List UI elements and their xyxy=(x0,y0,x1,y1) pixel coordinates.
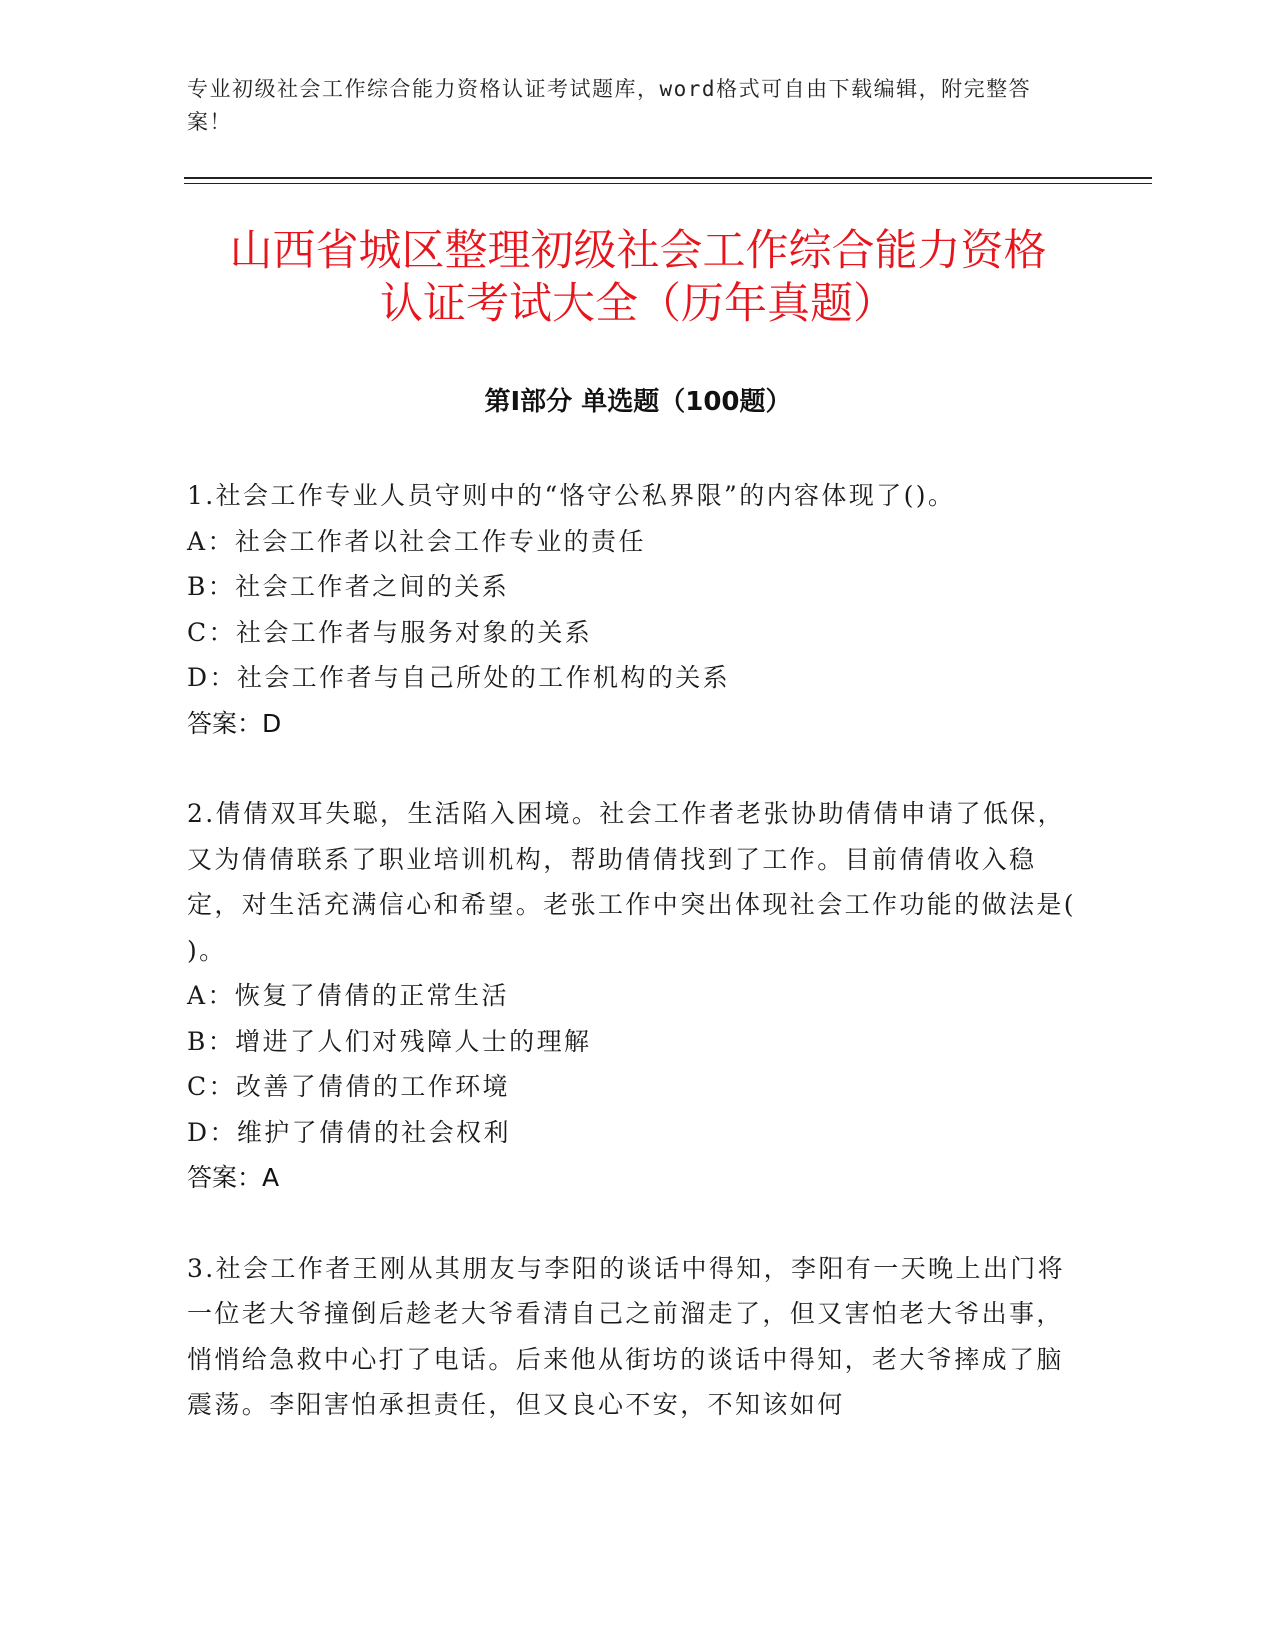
answer: 答案：A xyxy=(187,1163,280,1192)
document-title-line-1: 山西省城区整理初级社会工作综合能力资格 xyxy=(229,226,1047,276)
header-divider-thin xyxy=(184,183,1152,184)
question-list xyxy=(187,473,1077,1473)
option-d: D：社会工作者与自己所处的工作机构的关系 xyxy=(187,663,731,692)
question-3 xyxy=(187,1246,1077,1428)
option-a: A：恢复了倩倩的正常生活 xyxy=(187,981,509,1010)
question-stem: 1.社会工作专业人员守则中的“恪守公私界限”的内容体现了()。 xyxy=(187,481,956,510)
option-c: C：改善了倩倩的工作环境 xyxy=(187,1072,510,1101)
option-b: B：增进了人们对残障人士的理解 xyxy=(187,1026,592,1056)
header-divider-thick xyxy=(184,177,1152,179)
option-b: B：社会工作者之间的关系 xyxy=(187,572,510,601)
header-note: 专业初级社会工作综合能力资格认证考试题库，word格式可自由下载编辑，附完整答案！ xyxy=(187,77,1032,134)
question-stem: 2.倩倩双耳失聪，生活陷入困境。社会工作者老张协助倩倩申请了低保，又为倩倩联系了职业培训机构，帮助倩倩找到了工作。目前倩倩收入稳定，对生活充满信心和希望。老张工作中突出体现社会工作功能的做法是( )。 xyxy=(187,799,1076,965)
option-a: A：社会工作者以社会工作专业的责任 xyxy=(187,526,646,556)
question-stem: 3.社会工作者王刚从其朋友与李阳的谈话中得知，李阳有一天晚上出门将一位老大爷撞倒后趁老大爷看清自己之前溜走了，但又害怕老大爷出事，悄悄给急救中心打了电话。后来他从街坊的谈话中得知，老大爷摔成了脑震荡。李阳害怕承担责任，但又良心不安，不知该如何 xyxy=(187,1253,1066,1419)
option-d: D：维护了倩倩的社会权利 xyxy=(187,1117,511,1147)
document-title xyxy=(184,225,1092,331)
question-2 xyxy=(187,791,1077,1201)
question-1 xyxy=(187,473,1077,746)
answer: 答案：D xyxy=(187,708,282,738)
option-c: C：社会工作者与服务对象的关系 xyxy=(187,617,593,647)
document-title-line-2: 认证考试大全（历年真题） xyxy=(380,279,896,329)
section-title: 第Ⅰ部分 单选题（100题） xyxy=(484,387,792,417)
